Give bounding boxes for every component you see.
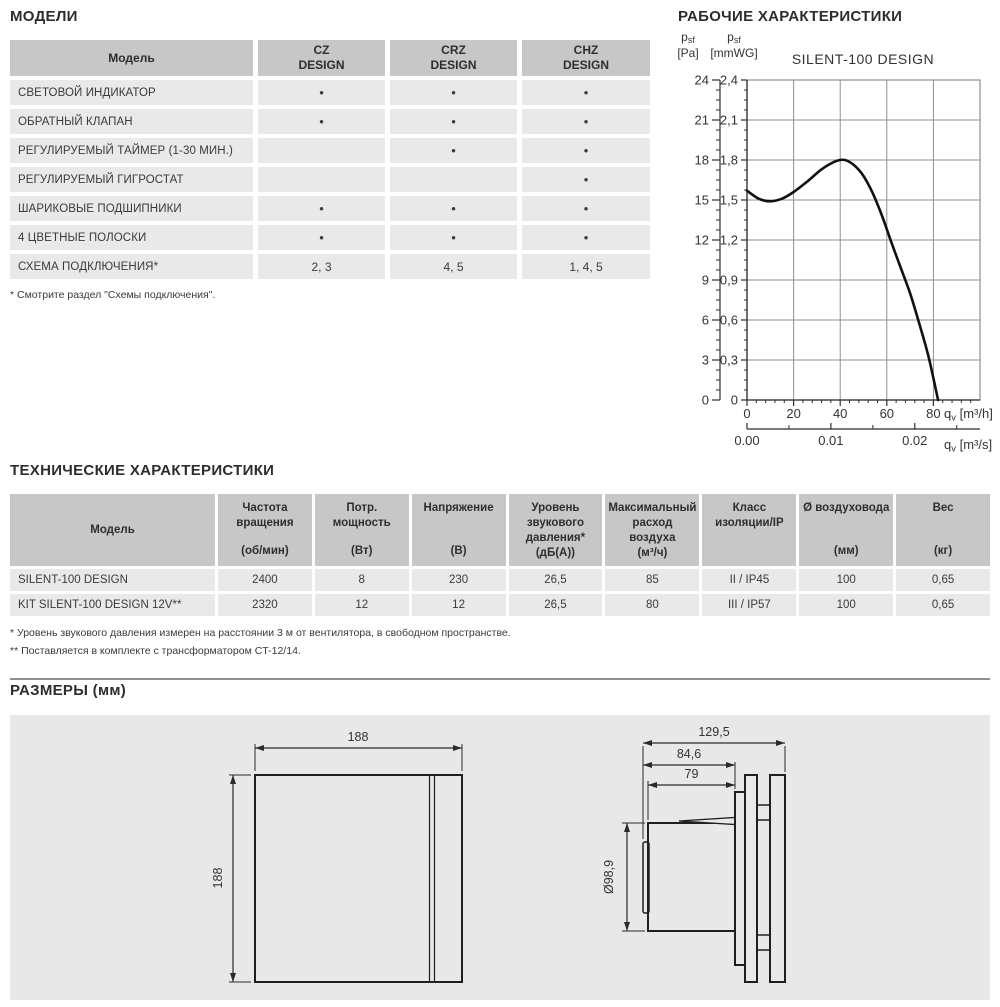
tech-value: 100 (799, 594, 893, 616)
feature-value: • (522, 138, 650, 163)
feature-label: СХЕМА ПОДКЛЮЧЕНИЯ* (10, 254, 253, 279)
tech-header-duct: Ø воздуховода (мм) (799, 494, 893, 566)
tech-value: 80 (605, 594, 699, 616)
feature-value (390, 167, 517, 192)
tech-value: 85 (605, 569, 699, 591)
svg-text:40: 40 (832, 406, 848, 421)
front-view-drawing (200, 718, 490, 994)
tech-header-noise: Уровень звукового давления* (дБ(А)) (509, 494, 603, 566)
models-header-cz: CZ DESIGN (258, 40, 385, 76)
feature-label: СВЕТОВОЙ ИНДИКАТОР (10, 80, 253, 105)
feature-value: • (390, 138, 517, 163)
svg-text:15: 15 (694, 192, 709, 208)
depth-duct-label: 79 (684, 767, 699, 781)
feature-value: • (522, 80, 650, 105)
tech-value: 230 (412, 569, 506, 591)
tech-footnote-1: * Уровень звукового давления измерен на расстоянии 3 м от вентилятора, в свободном пространстве. (10, 627, 511, 639)
tech-value: 0,65 (896, 569, 990, 591)
feature-value: • (258, 225, 385, 250)
tech-footnote-2: ** Поставляется в комплекте с трансформатором CT-12/14. (10, 644, 301, 657)
duct-body (648, 823, 735, 931)
svg-text:0.01: 0.01 (818, 433, 844, 448)
feature-value (258, 138, 385, 163)
feature-value: 4, 5 (390, 254, 517, 279)
tech-header-model: Модель (10, 494, 215, 566)
dimensions-title: РАЗМЕРЫ (мм) (10, 682, 127, 699)
feature-value: • (258, 196, 385, 221)
mmwg-axis-unit: $p_{sf}$ [mmWG] (710, 30, 758, 60)
svg-text:18: 18 (694, 152, 709, 168)
feature-value: • (258, 109, 385, 134)
feature-value (258, 167, 385, 192)
body-edge (745, 775, 757, 982)
depth-total-label: 129,5 (698, 725, 730, 739)
feature-label: ШАРИКОВЫЕ ПОДШИПНИКИ (10, 196, 253, 221)
feature-label: РЕГУЛИРУЕМЫЙ ТАЙМЕР (1-30 МИН.) (10, 138, 253, 163)
svg-text:1,2: 1,2 (719, 232, 738, 248)
svg-text:0: 0 (743, 406, 751, 421)
svg-text:SILENT-100 DESIGN: SILENT-100 DESIGN (791, 51, 935, 67)
models-header-chz: CHZ DESIGN (522, 40, 650, 76)
svg-text:20: 20 (786, 406, 801, 421)
feature-value: • (390, 225, 517, 250)
tech-value: 26,5 (509, 569, 603, 591)
tech-value: 26,5 (509, 594, 603, 616)
models-header-model: Модель (10, 40, 253, 76)
feature-value: • (390, 80, 517, 105)
svg-text:60: 60 (879, 406, 895, 421)
tech-header-voltage: Напряжение (В) (412, 494, 506, 566)
depth-grille-label: 84,6 (676, 747, 702, 761)
tech-table (10, 494, 990, 616)
tech-header-speed: Частота вращения (об/мин) (218, 494, 312, 566)
feature-value: • (522, 225, 650, 250)
feature-value: 2, 3 (258, 254, 385, 279)
feature-value: • (522, 196, 650, 221)
dimensions-panel (10, 715, 990, 1000)
models-table (10, 40, 655, 279)
tech-row-model: SILENT-100 DESIGN (10, 569, 215, 591)
spacer-top (757, 805, 770, 820)
svg-text:qv [m³/h]: qv [m³/h] (944, 406, 993, 424)
tech-value: 12 (412, 594, 506, 616)
models-footnote: * Смотрите раздел "Схемы подключения". (10, 289, 216, 301)
feature-label: 4 ЦВЕТНЫЕ ПОЛОСКИ (10, 225, 253, 250)
pa-axis-unit: $p_{sf}$ [Pa] (677, 30, 699, 60)
front-width-label: 188 (347, 730, 369, 744)
spacer-bottom (757, 935, 770, 950)
tech-value: 100 (799, 569, 893, 591)
svg-text:2,1: 2,1 (719, 112, 738, 128)
tech-value: 2320 (218, 594, 312, 616)
tech-value: 12 (315, 594, 409, 616)
tech-value: II / IP45 (702, 569, 796, 591)
tech-header-weight: Вес (кг) (896, 494, 990, 566)
svg-text:9: 9 (701, 272, 709, 288)
svg-text:0,3: 0,3 (719, 352, 738, 368)
svg-text:qv [m³/s]: qv [m³/s] (944, 437, 993, 455)
svg-text:1,8: 1,8 (719, 152, 738, 168)
performance-title: РАБОЧИЕ ХАРАКТЕРИСТИКИ (678, 8, 903, 25)
svg-text:0.02: 0.02 (902, 433, 928, 448)
feature-label: ОБРАТНЫЙ КЛАПАН (10, 109, 253, 134)
feature-value: • (390, 109, 517, 134)
front-height-label: 188 (211, 867, 225, 889)
feature-value: • (390, 196, 517, 221)
mounting-plate (735, 792, 745, 965)
section-divider (10, 678, 990, 680)
svg-text:12: 12 (694, 232, 709, 248)
svg-text:24: 24 (694, 72, 709, 88)
tech-header-insulation: Класс изоляции/IP (702, 494, 796, 566)
tech-value: III / IP57 (702, 594, 796, 616)
svg-text:0.00: 0.00 (734, 433, 760, 448)
svg-text:21: 21 (694, 112, 709, 128)
svg-text:0: 0 (701, 392, 709, 408)
side-view-drawing (560, 718, 860, 994)
tech-title: ТЕХНИЧЕСКИЕ ХАРАКТЕРИСТИКИ (10, 462, 275, 479)
feature-label: РЕГУЛИРУЕМЫЙ ГИГРОСТАТ (10, 167, 253, 192)
svg-text:0,6: 0,6 (719, 312, 738, 328)
tech-value: 8 (315, 569, 409, 591)
feature-value: • (522, 167, 650, 192)
models-section (10, 8, 655, 304)
feature-value: • (258, 80, 385, 105)
tech-section (10, 462, 990, 660)
models-header-crz: CRZ DESIGN (390, 40, 517, 76)
svg-text:2,4: 2,4 (719, 72, 738, 88)
performance-chart (660, 28, 998, 458)
front-cover-edge (770, 775, 785, 982)
tech-value: 2400 (218, 569, 312, 591)
svg-text:0,9: 0,9 (719, 272, 738, 288)
tech-value: 0,65 (896, 594, 990, 616)
tech-header-power: Потр. мощность (Вт) (315, 494, 409, 566)
models-title: МОДЕЛИ (10, 8, 78, 25)
svg-text:1,5: 1,5 (719, 192, 738, 208)
svg-text:3: 3 (701, 352, 709, 368)
svg-text:80: 80 (926, 406, 941, 421)
tech-row-model: KIT SILENT-100 DESIGN 12V** (10, 594, 215, 616)
feature-value: • (522, 109, 650, 134)
tech-header-airflow: Максимальный расход воздуха (м³/ч) (605, 494, 699, 566)
front-panel-outline (255, 775, 462, 982)
feature-value: 1, 4, 5 (522, 254, 650, 279)
diameter-label: Ø98,9 (602, 859, 616, 895)
svg-text:0: 0 (730, 392, 738, 408)
svg-text:6: 6 (701, 312, 709, 328)
